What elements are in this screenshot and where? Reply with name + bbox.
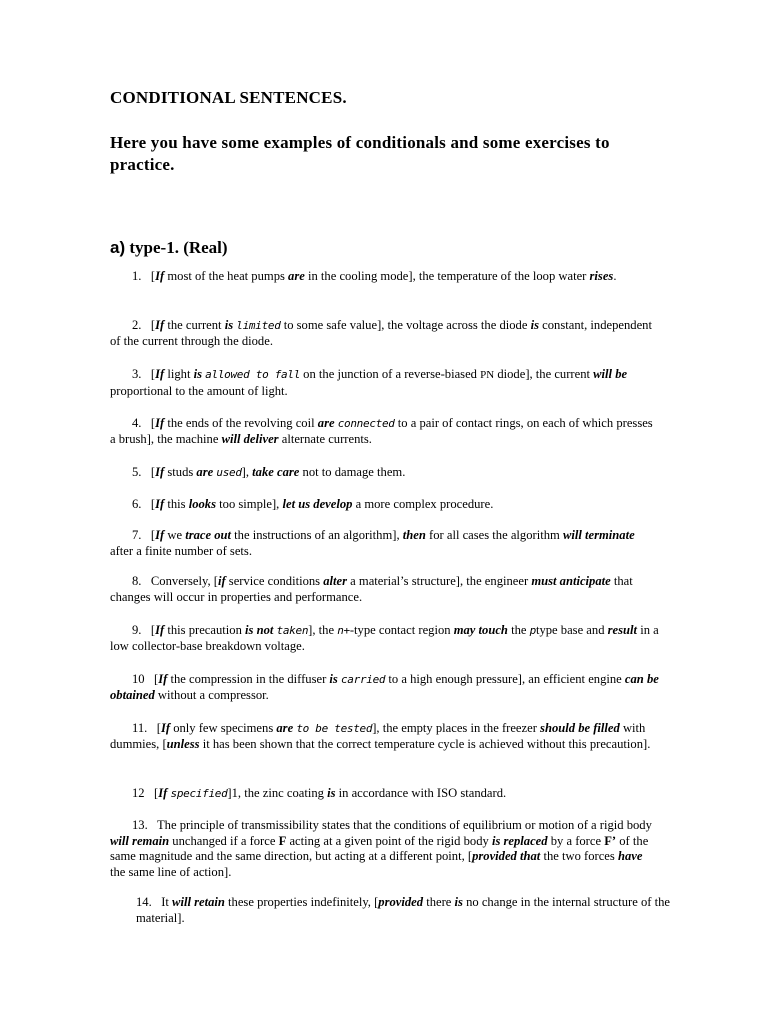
- item-text: in accordance with ISO standard.: [335, 786, 507, 800]
- item-text: there: [423, 895, 455, 909]
- keyword-text: trace out: [185, 528, 232, 542]
- list-item: [110, 623, 660, 654]
- list-item: [110, 465, 660, 481]
- list-item: [110, 497, 660, 513]
- item-text: ], the: [308, 623, 338, 637]
- item-text: the instructions of an algorithm],: [231, 528, 403, 542]
- item-text: a material’s structure], the engineer: [347, 574, 532, 588]
- keyword-text: result: [607, 623, 638, 637]
- item-text: diode], the current: [494, 367, 594, 381]
- keyword-text: is: [224, 318, 234, 332]
- keyword-text: If: [158, 786, 168, 800]
- keyword-text: If: [155, 623, 165, 637]
- list-item: [110, 818, 660, 880]
- keyword-text: provided that: [472, 849, 541, 863]
- list-item: [136, 895, 686, 926]
- item-text: [: [150, 528, 156, 542]
- item-text: no change in the internal structure of the material].: [136, 895, 670, 925]
- keyword-text: are: [196, 465, 214, 479]
- item-number: 7.: [132, 528, 142, 542]
- item-text: acting at a given point of the rigid body: [286, 833, 492, 848]
- item-text: constant, independent of the current through the diode.: [110, 318, 652, 348]
- list-item: [110, 416, 660, 447]
- item-text: only few specimens: [170, 721, 277, 735]
- keyword-text: is: [327, 786, 336, 800]
- item-number: 2.: [132, 318, 142, 332]
- item-text: in a low collector-base breakdown voltage.: [110, 623, 659, 653]
- item-text: alternate currents.: [278, 431, 372, 446]
- item-text: [: [150, 269, 156, 283]
- keyword-text: looks: [188, 497, 217, 511]
- italic-text: used: [216, 466, 242, 479]
- keyword-text: will retain: [172, 895, 225, 909]
- item-text: the ends of the revolving coil: [164, 416, 318, 430]
- keyword-text: rises: [589, 269, 614, 283]
- keyword-text: are: [288, 269, 305, 283]
- item-text: the compression in the diffuser: [167, 672, 330, 686]
- item-number: 13.: [132, 818, 148, 832]
- item-number: 8.: [132, 574, 142, 588]
- italic-text: allowed to fall: [205, 368, 301, 381]
- item-text: [: [150, 497, 156, 511]
- item-text: It: [161, 895, 173, 909]
- bold-text: F’: [604, 833, 617, 848]
- item-text: [: [154, 786, 159, 800]
- item-text: [: [150, 416, 156, 430]
- keyword-text: provided: [378, 895, 424, 909]
- small-text: PN: [480, 369, 495, 381]
- item-text: this precaution: [164, 623, 246, 637]
- keyword-text: will remain: [110, 833, 170, 848]
- item-number: 4.: [132, 416, 142, 430]
- section-letter: a): [110, 238, 126, 257]
- bold-text: F: [278, 833, 287, 848]
- item-text: we: [164, 528, 186, 542]
- keyword-text: alter: [323, 574, 348, 588]
- keyword-text: may touch: [453, 623, 508, 637]
- item-text: that changes will occur in properties and performance.: [110, 574, 633, 604]
- keyword-text: is: [530, 318, 539, 332]
- item-number: 11.: [132, 721, 148, 735]
- item-text: service conditions: [225, 574, 324, 588]
- keyword-text: then: [402, 528, 426, 542]
- keyword-text: If: [155, 416, 165, 430]
- keyword-text: If: [155, 528, 165, 542]
- item-number: 5.: [132, 465, 142, 479]
- item-text: on the junction of a reverse-biased: [300, 367, 481, 381]
- keyword-text: If: [155, 465, 165, 479]
- item-text: type base and: [535, 623, 608, 637]
- item-text: the two forces: [540, 849, 618, 863]
- list-item: [110, 574, 660, 605]
- item-number: 9.: [132, 623, 142, 637]
- keyword-text: is: [193, 367, 203, 381]
- item-number: 12: [132, 786, 145, 800]
- item-text: not to damage them.: [299, 465, 406, 479]
- item-text: too simple],: [216, 497, 283, 511]
- keyword-text: take care: [252, 465, 300, 479]
- item-text: ]1, the zinc coating: [227, 786, 328, 800]
- keyword-text: If: [158, 672, 168, 686]
- keyword-text: must anticipate: [531, 574, 611, 588]
- item-text: [: [156, 721, 161, 735]
- keyword-text: unless: [166, 736, 200, 751]
- list-item: [110, 318, 660, 349]
- item-text: the same line of action].: [110, 864, 232, 879]
- item-text: studs: [164, 465, 197, 479]
- item-text: for all cases the algorithm: [425, 528, 563, 542]
- list-item: [110, 721, 660, 752]
- item-text: a more complex procedure.: [352, 497, 494, 511]
- item-text: light: [164, 367, 194, 381]
- item-text: it has been shown that the correct temperature cycle is achieved without this precaution].: [199, 736, 651, 751]
- item-number: 14.: [136, 895, 152, 909]
- keyword-text: can be obtained: [110, 672, 659, 702]
- item-text: to a pair of contact rings, on each of which presses a brush], the machine: [110, 416, 653, 446]
- item-number: 3.: [132, 367, 142, 381]
- italic-text: carried: [340, 673, 386, 686]
- item-text: [: [150, 623, 156, 637]
- item-text: to some safe value], the voltage across the diode: [280, 318, 531, 332]
- item-text: the: [507, 623, 530, 637]
- italic-text: connected: [337, 417, 395, 430]
- keyword-text: let us develop: [282, 497, 353, 511]
- item-text: after a finite number of sets.: [110, 543, 252, 558]
- item-number: 10: [132, 672, 145, 686]
- italic-text: limited: [236, 319, 281, 332]
- item-text: unchanged if a force: [169, 833, 279, 848]
- keyword-text: are: [276, 721, 294, 735]
- document-title: CONDITIONAL SENTENCES.: [110, 88, 347, 107]
- item-text: .: [613, 269, 617, 283]
- list-item: [110, 672, 660, 703]
- list-item: [110, 367, 660, 399]
- item-text: most of the heat pumps: [164, 269, 289, 283]
- italic-text: p: [529, 624, 536, 637]
- list-item: [110, 786, 660, 802]
- item-text: [: [150, 367, 156, 381]
- item-text: with dummies, [: [110, 721, 646, 751]
- keyword-text: If: [155, 269, 165, 283]
- keyword-text: is: [454, 895, 463, 909]
- item-text: [: [154, 672, 159, 686]
- list-item: [110, 528, 660, 559]
- item-text: without a compressor.: [154, 687, 269, 702]
- item-text: this: [164, 497, 189, 511]
- italic-text: n+: [337, 624, 350, 637]
- keyword-text: are: [317, 416, 335, 430]
- keyword-text: is: [329, 672, 338, 686]
- section-heading: [110, 238, 228, 258]
- italic-text: to be tested: [296, 722, 373, 735]
- list-item: [110, 269, 660, 285]
- item-text: [: [150, 318, 156, 332]
- keyword-text: will terminate: [562, 528, 635, 542]
- item-text: proportional to the amount of light.: [110, 383, 288, 398]
- item-text: to a high enough pressure], an efficient engine: [385, 672, 625, 686]
- item-number: 6.: [132, 497, 142, 511]
- keyword-text: if: [217, 574, 226, 588]
- keyword-text: is replaced: [491, 833, 548, 848]
- item-text: of the same magnitude and the same direction, but acting at a different point, [: [110, 833, 649, 863]
- item-text: The principle of transmissibility states that the conditions of equilibrium or motion of a rigid body: [156, 818, 652, 832]
- item-text: -type contact region: [349, 623, 454, 637]
- keyword-text: will be: [593, 367, 628, 381]
- keyword-text: should be filled: [540, 721, 620, 735]
- italic-text: specified: [170, 787, 228, 800]
- keyword-text: If: [155, 318, 165, 332]
- keyword-text: If: [155, 367, 165, 381]
- item-text: [: [150, 465, 156, 479]
- intro-paragraph: Here you have some examples of conditionals and some exercises to practice.: [110, 133, 610, 174]
- item-text: the current: [164, 318, 225, 332]
- item-text: ], the empty places in the freezer: [372, 721, 541, 735]
- item-text: Conversely, [: [150, 574, 218, 588]
- item-text: ],: [241, 465, 253, 479]
- item-number: 1.: [132, 269, 142, 283]
- keyword-text: will deliver: [221, 431, 279, 446]
- item-text: in the cooling mode], the temperature of the loop water: [304, 269, 590, 283]
- keyword-text: is not: [245, 623, 274, 637]
- italic-text: taken: [276, 624, 309, 637]
- keyword-text: have: [617, 849, 643, 863]
- keyword-text: If: [155, 497, 165, 511]
- item-text: these properties indefinitely, [: [224, 895, 379, 909]
- keyword-text: If: [160, 721, 171, 735]
- section-label: type-1. (Real): [129, 238, 228, 257]
- item-text: by a force: [547, 833, 605, 848]
